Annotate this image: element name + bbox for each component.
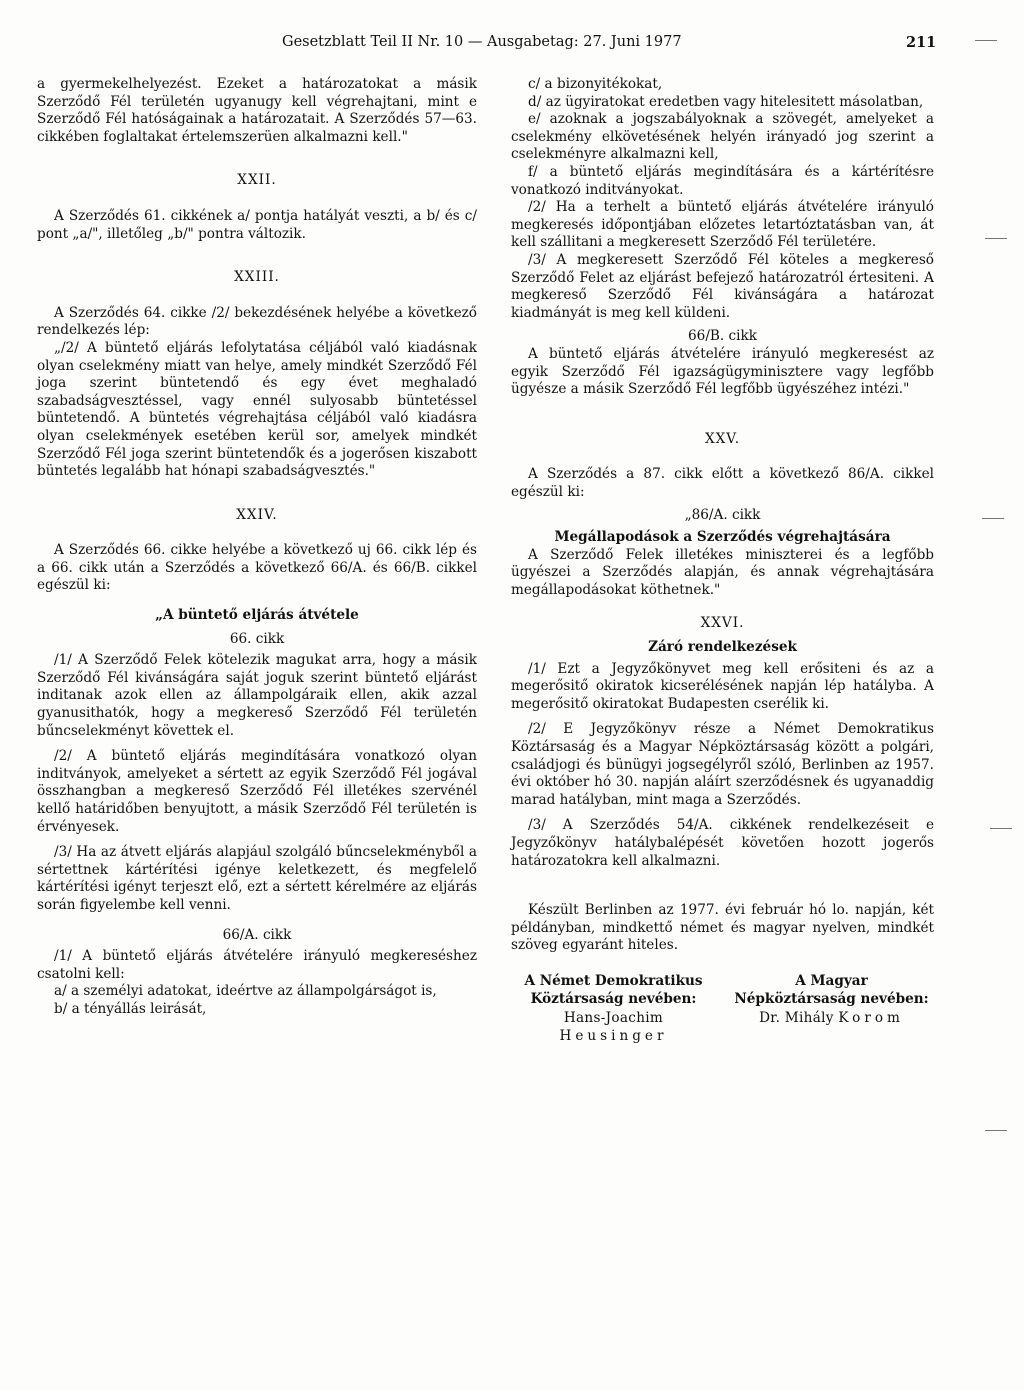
article-number: 66. cikk bbox=[229, 630, 285, 647]
article-title: „A büntető eljárás átvétele bbox=[155, 607, 359, 624]
signature-left bbox=[511, 973, 716, 1045]
signature-right bbox=[729, 973, 934, 1045]
paragraph: A Szerződés 64. cikke /2/ bekezdésének helyébe a következő rendelkezés lép: bbox=[37, 304, 477, 339]
paragraph: /3/ A megkeresett Szerződő Fél köteles a megkereső Szerződő Felet az eljárást befejező határozatról értesiteni. A megkereső Szerződő Fél kivánságára a határozat kiadmányát is meg kell küldeni. bbox=[511, 251, 934, 321]
article-number: 66/B. cikk bbox=[688, 328, 757, 345]
margin-mark bbox=[975, 40, 997, 41]
signatory-first-name: Dr. Mihály bbox=[759, 1010, 834, 1027]
signatory-first-name: Hans-Joachim bbox=[563, 1010, 664, 1027]
signatory-country: Köztársaság nevében: bbox=[530, 990, 697, 1007]
article-number: 66/A. cikk bbox=[222, 926, 292, 943]
paragraph: A büntető eljárás átvételére irányuló megkeresést az egyik Szerződő Fél igazságügyminisztere vagy legfőbb ügyésze a másik Szerződő Fél legfőbb ügyészéhez intézi." bbox=[511, 345, 934, 398]
article-title: Záró rendelkezések bbox=[648, 639, 797, 656]
list-item: b/ a tényállás leirását, bbox=[54, 1000, 207, 1017]
section-heading: XXII. bbox=[237, 172, 277, 189]
signatory-country: A Német Demokratikus bbox=[524, 972, 703, 989]
paragraph: /2/ E Jegyzőkönyv része a Német Demokratikus Köztársaság és a Magyar Népköztársaság között a polgári, családjogi és bünügyi jogsegélyről szóló, Berlinben az 1957. évi október hó 30. napján aláírt szerződésnek és ugyanaddig marad hatályban, mint maga a Szerződés. bbox=[511, 721, 934, 808]
section-heading: XXIII. bbox=[234, 269, 280, 286]
paragraph: /3/ A Szerződés 54/A. cikkének rendelkezéseit e Jegyzőkönyv hatálybalépését követően hozott jogerős határozatokra kell alkalmazni. bbox=[511, 817, 934, 869]
signatory-country: A Magyar bbox=[795, 972, 868, 989]
margin-mark bbox=[985, 238, 1007, 239]
page-number: 211 bbox=[906, 34, 937, 51]
margin-mark bbox=[990, 828, 1012, 829]
closing-paragraph: Készült Berlinben az 1977. évi február hó lo. napján, két példányban, mindkettő német és magyar nyelven, mindkét szöveg egyaránt hiteles. bbox=[511, 902, 934, 954]
article-number: „86/A. cikk bbox=[684, 507, 761, 524]
paragraph: /2/ Ha a terhelt a büntető eljárás átvételére irányuló megkeresés időpontjában előzetes letartóztatásban van, át kell szállitani a megkeresett Szerződő Fél területére. bbox=[511, 199, 934, 251]
paragraph: /3/ Ha az átvett eljárás alapjául szolgáló bűncselekményből a sértettnek kártérítési igénye keletkezett, és megfelelő kártérítési igényt terjeszt elő, ezt a sértett kérelmére az eljárás során figyelembe kell venni. bbox=[37, 844, 477, 913]
paragraph: A Szerződő Felek illetékes miniszterei és a legfőbb ügyészei a Szerződés alapján, és annak végrehajtására megállapodásokat köthetnek." bbox=[511, 546, 934, 598]
list-item: c/ a bizonyitékokat, bbox=[528, 76, 663, 92]
paragraph: A Szerződés 61. cikkének a/ pontja hatályát veszti, a b/ és c/ pont „a/", illetőleg „b/" pontra változik. bbox=[37, 207, 477, 242]
list-item: d/ az ügyiratokat eredetben vagy hitelesitett másolatban, bbox=[528, 93, 924, 110]
paragraph: /2/ A büntető eljárás megindítására vonatkozó olyan inditványok, amelyeket a sértett az egyik Szerződő Fél jogával összhangban a megkereső Szerződő Fél illetékes szervénél kellő határidőben benyujtott, a másik Szerződő Fél területén is érvényesek. bbox=[37, 748, 477, 835]
list-item: e/ azoknak a jogszabályoknak a szövegét, amelyeket a cselekmény elkövetésének helyén irányadó jog szerint a cselekményre alkalmazni kell, bbox=[511, 111, 934, 163]
header-title: Gesetzblatt Teil II Nr. 10 — Ausgabetag: 27. Juni 1977 bbox=[282, 34, 682, 50]
margin-mark bbox=[985, 1130, 1007, 1131]
paragraph: /1/ A Szerződő Felek kötelezik magukat arra, hogy a másik Szerződő Fél kivánságára saját joguk szerint büntető eljárást inditanak azok ellen az állampolgáraik ellen, akik azzal gyanusithatók, hogy a megkereső Szerződő Fél területén bűncselekményt követtek el. bbox=[37, 652, 477, 739]
margin-mark bbox=[982, 518, 1004, 519]
signatory-name bbox=[511, 1010, 716, 1045]
section-heading: XXV. bbox=[704, 430, 741, 447]
paragraph: /1/ Ezt a Jegyzőkönyvet meg kell erősiteni és az a megerősitő okiratok kicserélésének napján lép hatályba. A megerősitő okiratokat Budapesten cserélik ki. bbox=[511, 660, 934, 712]
list-item: f/ a büntető eljárás megindítására és a kártérítésre vonatkozó inditványokat. bbox=[511, 163, 934, 198]
signatory-last-name: Korom bbox=[838, 1010, 904, 1027]
right-column bbox=[511, 76, 934, 1045]
paragraph: A Szerződés 66. cikke helyébe a következő uj 66. cikk lép és a 66. cikk után a Szerződés a következő 66/A. és 66/B. cikkel egészül ki: bbox=[37, 542, 477, 594]
paragraph: /1/ A büntető eljárás átvételére irányuló megkereséshez csatolni kell: bbox=[37, 948, 477, 982]
list-item: a/ a személyi adatokat, ideértve az állampolgárságot is, bbox=[54, 983, 437, 1000]
page-header bbox=[0, 34, 1024, 56]
signatory-country: Népköztársaság nevében: bbox=[734, 990, 929, 1007]
signatory-last-name: Heusinger bbox=[559, 1027, 668, 1044]
section-heading: XXVI. bbox=[700, 615, 745, 632]
paragraph: A Szerződés a 87. cikk előtt a következő 86/A. cikkel egészül ki: bbox=[511, 466, 934, 500]
left-column bbox=[37, 76, 477, 1019]
signature-block bbox=[511, 973, 934, 1045]
signatory-name bbox=[729, 1010, 934, 1028]
article-title: Megállapodások a Szerződés végrehajtására bbox=[554, 529, 891, 546]
section-heading: XXIV. bbox=[236, 506, 278, 523]
paragraph: a gyermekelhelyezést. Ezeket a határozatokat a másik Szerződő Fél területén ugyanugy kell végrehajtani, mint e Szerződő Fél hatóságainak a határozatait. A Szerződés 57—63. cikkében foglaltakat értelemszerüen alkalmazni kell." bbox=[37, 76, 477, 145]
paragraph: „/2/ A büntető eljárás lefolytatása céljából való kiadásnak olyan cselekmény miatt van helye, amely mindkét Szerződő Fél joga szerint büntetendő és egy évet meghaladó szabadságvesztéssel, vagy ennél sulyosabb büntetéssel büntetendő. A büntetés végrehajtása céljából való kiadásra olyan cselekmények esetében kerül sor, amelyek mindkét Szerződő Fél joga szerint büntetendők és a jogerősen kiszabott büntetés legalább hat hónapi szabadságvesztés." bbox=[37, 339, 477, 480]
